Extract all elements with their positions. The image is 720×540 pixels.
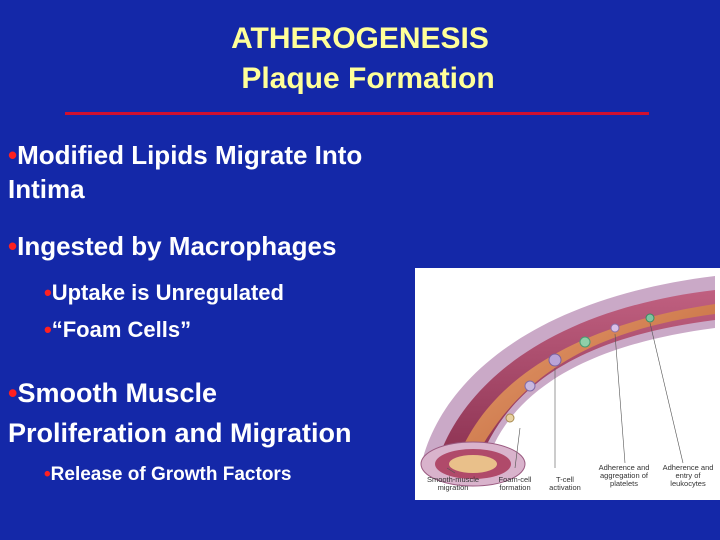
caption-leukocyte-entry: Adherence and entry of leukocytes: [662, 463, 714, 488]
bullet-marker: •: [44, 464, 51, 485]
macrophage: [525, 381, 535, 391]
caption-platelet-adherence: Adherence and aggregation of platelets: [598, 463, 650, 488]
sub-bullet-text: “Foam Cells”: [51, 317, 192, 342]
bullet-text-continued: Intima: [8, 174, 85, 204]
sub-bullet-foam-cells: [44, 316, 191, 344]
bullet-marker: •: [8, 378, 18, 408]
bullet-marker: •: [44, 280, 52, 305]
leukocyte: [580, 337, 590, 347]
bullet-ingested-macrophages: [8, 229, 336, 263]
bullet-text: Smooth Muscle: [17, 378, 217, 408]
caption-foam-cell-formation: Foam-cell formation: [498, 475, 532, 492]
sub-bullet-growth-factors: [44, 463, 291, 487]
bullet-marker: •: [44, 317, 52, 342]
slide-title: ATHEROGENESIS: [231, 22, 489, 55]
sub-bullet-uptake: [44, 279, 284, 307]
caption-smooth-muscle-migration: Smooth-muscle migration: [426, 475, 480, 492]
t-cell: [646, 314, 654, 322]
lipid-droplet: [506, 414, 514, 422]
title-divider: [65, 112, 649, 115]
sub-bullet-text: Release of Growth Factors: [50, 464, 292, 485]
slide-subtitle: Plaque Formation: [241, 62, 495, 95]
bullet-modified-lipids: [8, 138, 362, 206]
foam-cell: [549, 354, 561, 366]
artery-cross-section-illustration: [415, 268, 720, 500]
caption-t-cell-activation: T-cell activation: [549, 475, 581, 492]
bullet-text: Ingested by Macrophages: [17, 231, 337, 261]
bullet-text-continued: Proliferation and Migration: [8, 418, 352, 448]
bullet-marker: •: [8, 231, 18, 261]
sub-bullet-text: Uptake is Unregulated: [51, 280, 284, 305]
bullet-marker: •: [8, 140, 18, 170]
platelet: [611, 324, 619, 332]
bullet-text: Modified Lipids Migrate Into: [17, 140, 363, 170]
bullet-smooth-muscle: [8, 373, 352, 453]
intima-ring: [449, 455, 497, 473]
